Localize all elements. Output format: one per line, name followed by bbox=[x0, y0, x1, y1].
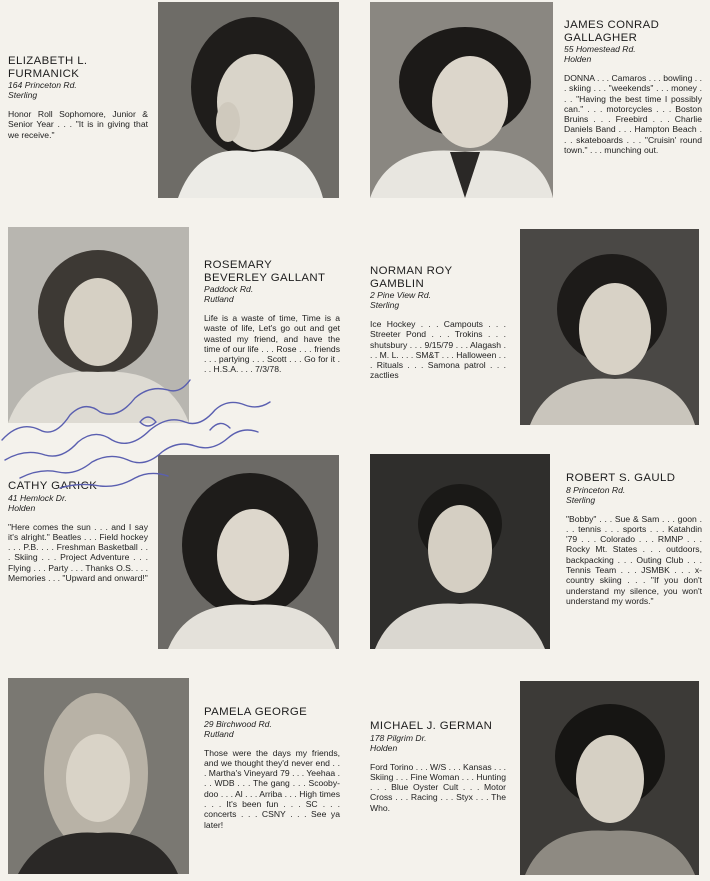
student-entry-garick bbox=[8, 480, 148, 583]
student-name: ROBERT S. GAULD bbox=[566, 472, 676, 484]
student-town: Holden bbox=[370, 742, 398, 753]
student-name: ELIZABETH L. FURMANICK bbox=[8, 55, 88, 80]
student-blurb: Those were the days my friends, and we thought they'd never end . . . Martha's Vineyard 79 . . . Yeehaa . . . WDB . . . The gang . . . Scooby-doo . . . Al . . . Arriba . . . High times . . . It's been fun . . . SC . . . concerts . . . CSNY . . . See ya later! bbox=[204, 747, 340, 830]
student-town: Sterling bbox=[566, 494, 596, 505]
student-entry-german bbox=[370, 720, 506, 813]
student-name: PAMELA GEORGE bbox=[204, 706, 308, 718]
student-photo-gallagher bbox=[370, 2, 553, 198]
student-name: NORMAN ROY GAMBLIN bbox=[370, 265, 453, 290]
student-blurb: "Bobby" . . . Sue & Sam . . . goon . . . tennis . . . sports . . . Katahdin '79 . . . Colorado . . . RMNP . . . Rocky Mt. States . . . outdoors, backpacking . . . Outing Club . . . Tennis Team . . . JSMBK . . . x-country skiing . . . "If you don't understand my silence, you won't understand my words." bbox=[566, 513, 702, 606]
student-town: Sterling bbox=[8, 90, 38, 100]
student-blurb: "Here comes the sun . . . and I say it's alright." Beatles . . . Field hockey . . . P.B. . . . Freshman Basketball . . . Skiing . . . Project Adventure . . . Flying . . . Party . . . Thanks O.S. . . . Memories . . . "Upward and onward!" bbox=[8, 521, 148, 583]
student-blurb: Life is a waste of time, Time is a waste of life, Let's go out and get wasted my friend, and have the time of our life . . . Rose . . . friends . . . partying . . . Scott . . . Go for it . . . H.S.A. . . . 7/3/78. bbox=[204, 313, 340, 375]
student-town: Rutland bbox=[204, 294, 234, 304]
student-entry-furmanick bbox=[8, 55, 148, 140]
student-street: 41 Hemlock Dr. bbox=[8, 492, 67, 503]
student-town: Holden bbox=[8, 502, 36, 513]
student-name: JAMES CONRAD GALLAGHER bbox=[564, 19, 660, 44]
student-street: 29 Birchwood Rd. bbox=[204, 718, 272, 729]
student-entry-gamblin bbox=[370, 265, 506, 381]
student-blurb: Ford Torino . . . W/S . . . Kansas . . . Skiing . . . Fine Woman . . . Hunting . . . Blue Oyster Cult . . . Motor Cross . . . Racing . . . Styx . . . The Who. bbox=[370, 761, 506, 813]
student-street: 2 Pine View Rd. bbox=[370, 290, 431, 300]
student-street: 178 Pilgrim Dr. bbox=[370, 732, 427, 743]
student-photo-german bbox=[520, 681, 699, 875]
student-town: Sterling bbox=[370, 300, 400, 310]
student-photo-gallant bbox=[8, 227, 189, 423]
student-entry-gallagher bbox=[564, 19, 702, 155]
student-photo-gauld bbox=[370, 454, 550, 649]
student-entry-george bbox=[204, 706, 340, 830]
student-entry-gallant bbox=[204, 259, 340, 375]
student-photo-furmanick bbox=[158, 2, 339, 198]
student-blurb: Ice Hockey . . . Campouts . . . Streeter Pond . . . Trokins . . . shutsbury . . . 9/15/79 . . . Alagash . . . M. L. . . . SM&T . . . Halloween . . . Rituals . . . Samona patrol . . . zactlies bbox=[370, 319, 506, 381]
student-street: 8 Princeton Rd. bbox=[566, 484, 626, 495]
student-street: 55 Homestead Rd. bbox=[564, 44, 636, 54]
student-blurb: Honor Roll Sophomore, Junior & Senior Year . . . "It is in giving that we receive." bbox=[8, 109, 148, 140]
student-entry-gauld bbox=[566, 472, 702, 606]
student-name: MICHAEL J. GERMAN bbox=[370, 720, 493, 732]
student-photo-george bbox=[8, 678, 189, 874]
student-blurb: DONNA . . . Camaros . . . bowling . . . skiing . . . "weekends" . . . money . . . "Having the best time I possibly can." . . . motorcycles . . . Boston Bruins . . . Freebird . . . Charlie Daniels Band . . . Hampton Beach . . . skateboards . . . "Cruisin' round town." . . . munching out. bbox=[564, 73, 702, 156]
student-photo-gamblin bbox=[520, 229, 699, 425]
student-name: ROSEMARY BEVERLEY GALLANT bbox=[204, 259, 326, 284]
student-town: Holden bbox=[564, 54, 592, 64]
student-street: Paddock Rd. bbox=[204, 284, 254, 294]
student-town: Rutland bbox=[204, 728, 234, 739]
student-street: 164 Princeton Rd. bbox=[8, 80, 77, 90]
student-name: CATHY GARICK bbox=[8, 480, 98, 492]
student-photo-garick bbox=[158, 455, 339, 649]
